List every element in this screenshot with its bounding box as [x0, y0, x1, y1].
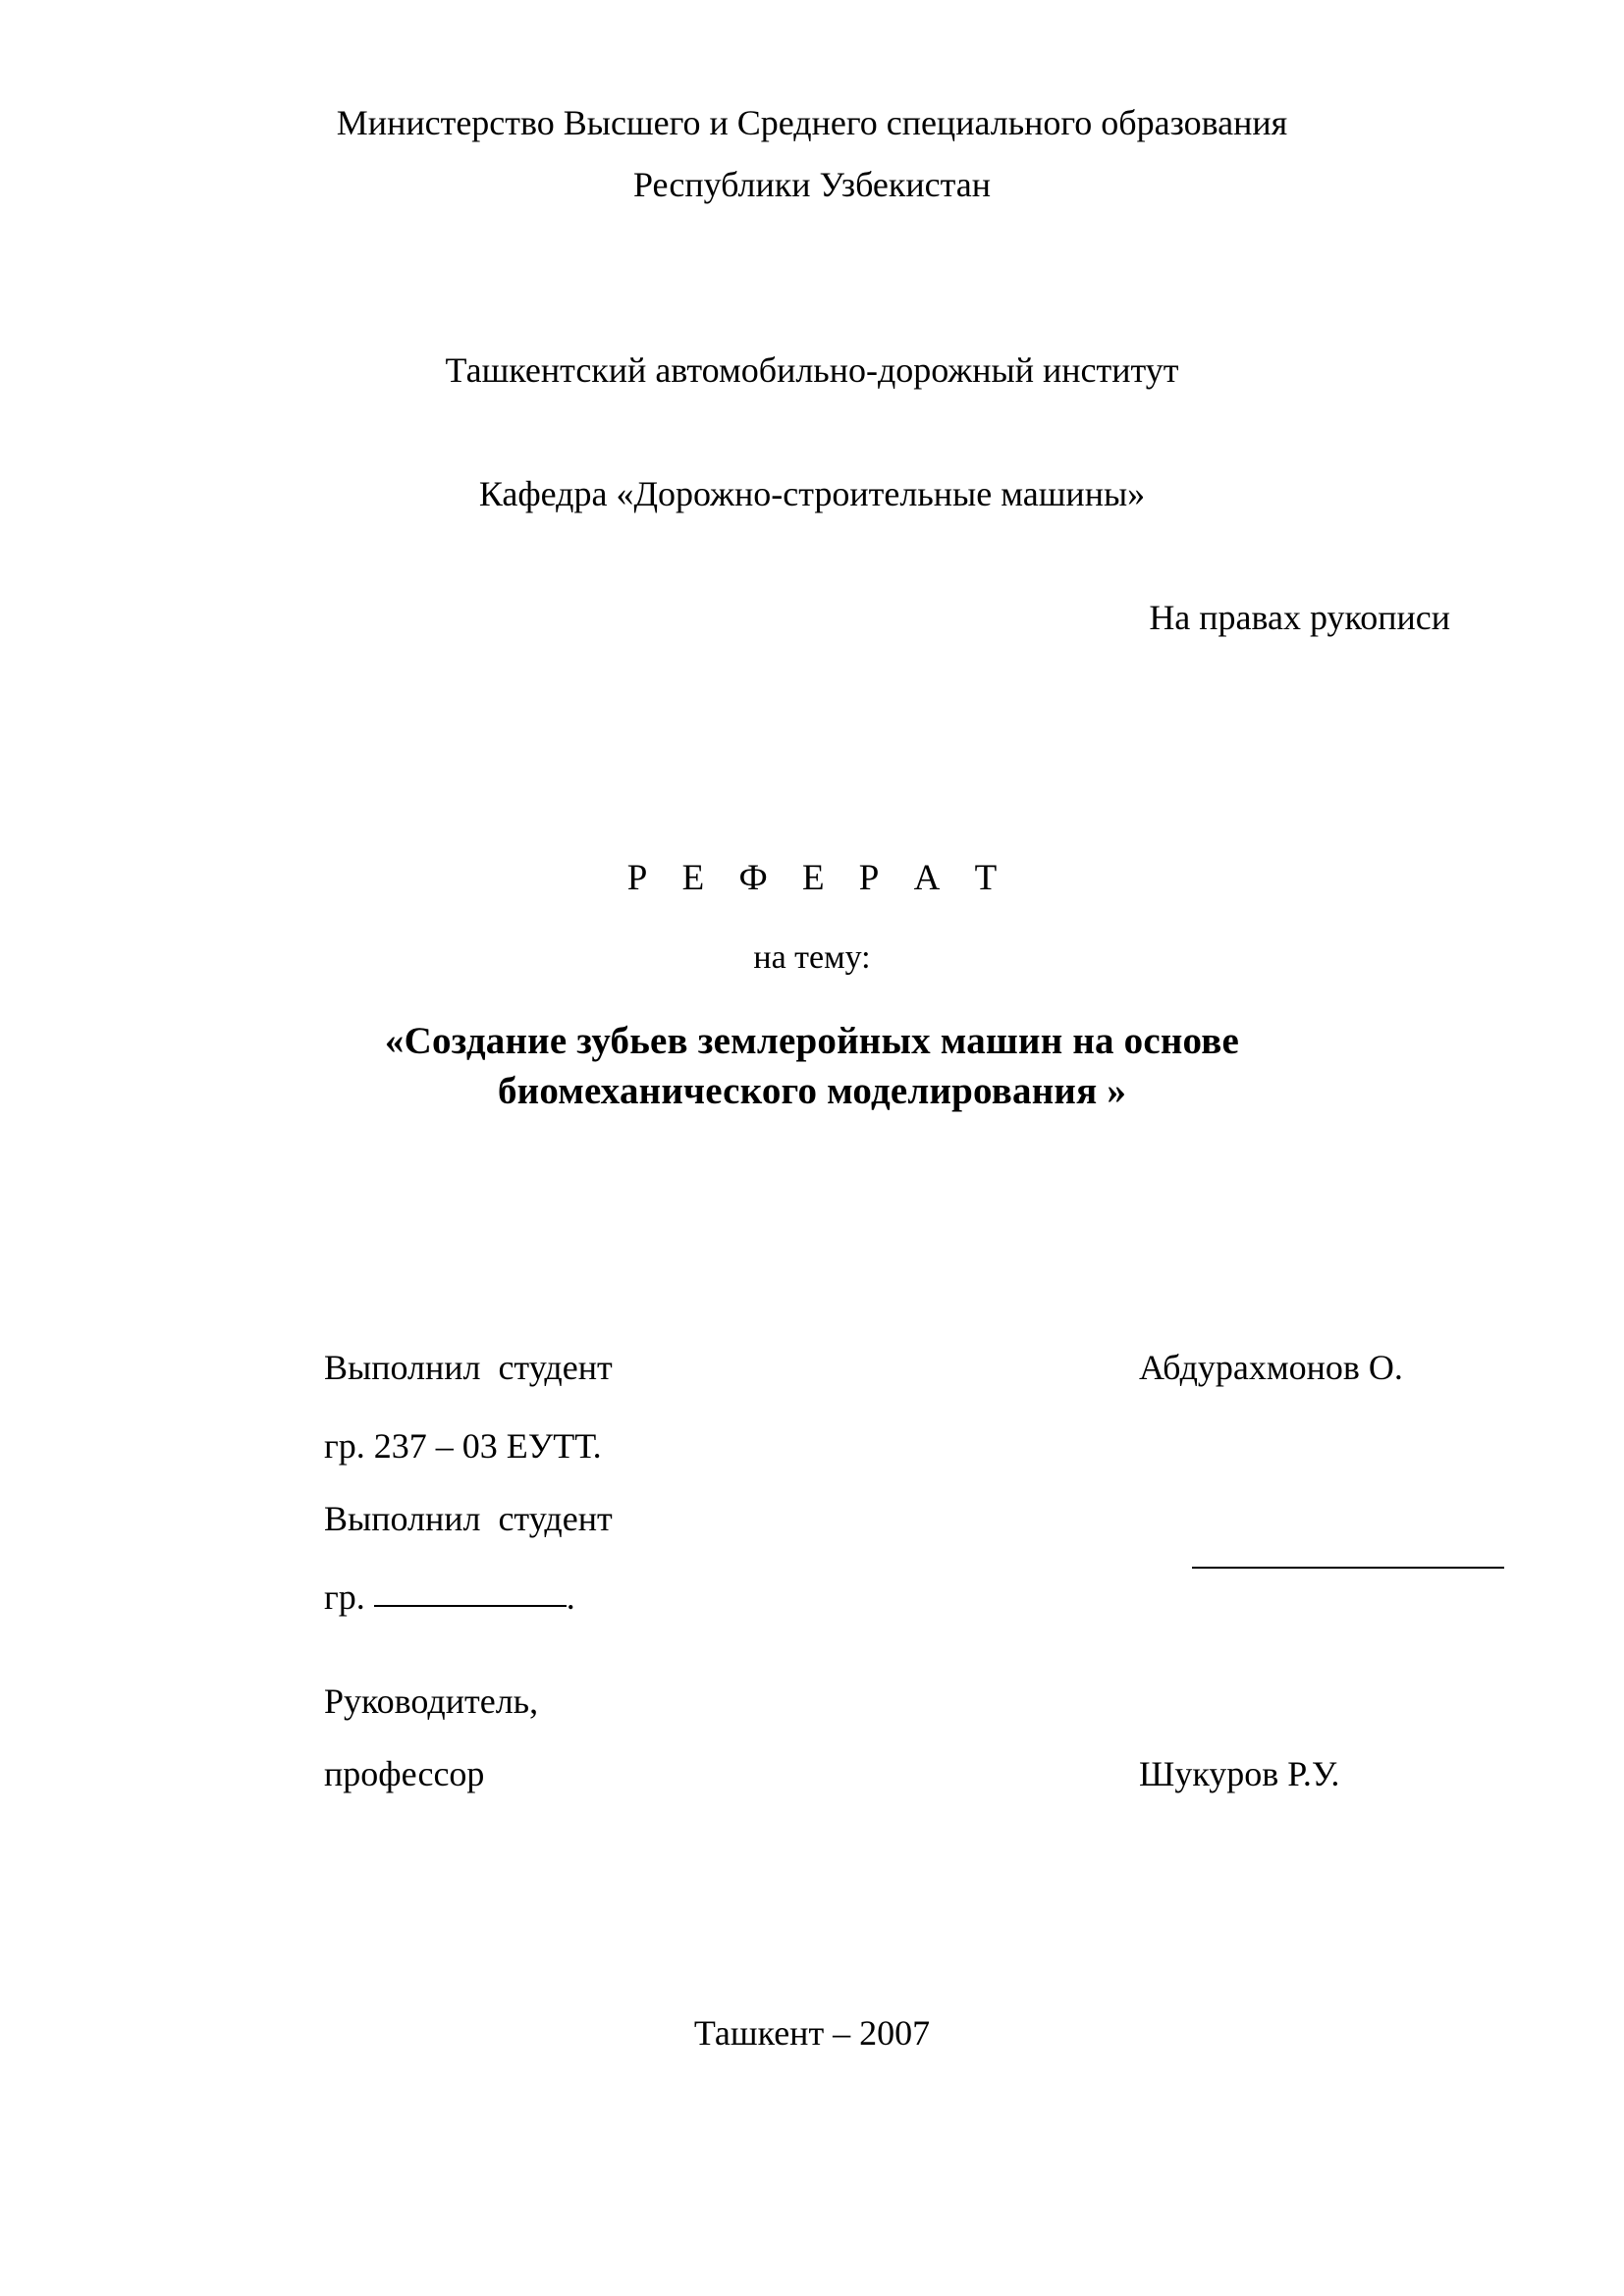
student-1-row: [0, 1348, 1624, 1388]
student-1-group-row: [0, 1426, 1624, 1467]
student-2-group-prefix: гр.: [324, 1577, 374, 1617]
student-1-name: Абдурахмонов О.: [1139, 1348, 1403, 1387]
student-1-group-label: гр. 237 – 03 ЕУТТ.: [324, 1426, 602, 1466]
student-2-row: [0, 1499, 1624, 1539]
department-name: Кафедра «Дорожно-строительные машины»: [478, 474, 1146, 513]
student-1-role-label: Выполнил студент: [324, 1348, 613, 1387]
document-title: [321, 1016, 1303, 1117]
supervisor-role-label-1: Руководитель,: [324, 1682, 539, 1721]
supervisor-name: Шукуров Р.У.: [1139, 1754, 1340, 1793]
supervisor-role-row-2: [0, 1754, 1624, 1794]
supervisor-role-row-1: [0, 1682, 1624, 1722]
document-kind-heading: Р Е Ф Е Р А Т: [626, 858, 1010, 898]
student-2-group-row: [0, 1577, 1624, 1618]
supervisor-role-label-2: профессор: [324, 1754, 485, 1793]
student-2-role-label: Выполнил студент: [324, 1499, 613, 1538]
footer-city-year: Ташкент – 2007: [693, 2013, 931, 2053]
signature-blank-rule: [1192, 1566, 1504, 1569]
group-blank-rule: [374, 1604, 567, 1607]
ministry-line-2: Республики Узбекистан: [632, 165, 992, 204]
manuscript-note: На правах рукописи: [1149, 598, 1450, 637]
student-2-group-suffix: .: [566, 1577, 575, 1617]
document-title-line-2: биомеханического моделирования »: [497, 1070, 1127, 1113]
ministry-line-1: Министерство Высшего и Среднего специального образования: [336, 103, 1288, 142]
institute-name: Ташкентский автомобильно-дорожный институт: [445, 350, 1179, 390]
student-2-group-field[interactable]: [324, 1577, 575, 1618]
document-title-line-1: «Создание зубьев землеройных машин на основе: [384, 1020, 1240, 1062]
on-topic-label: на тему:: [753, 939, 871, 976]
